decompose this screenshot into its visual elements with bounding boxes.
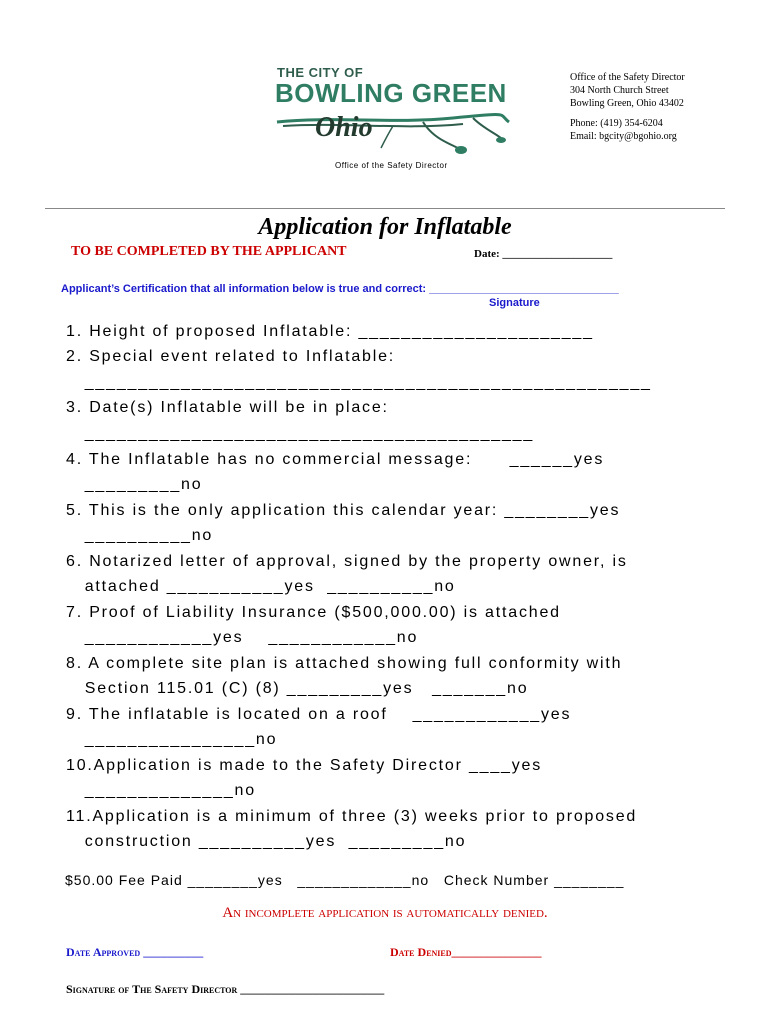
logo-caption: Office of the Safety Director: [335, 161, 448, 170]
question-2-answer-line[interactable]: _____________________________________________________: [66, 374, 652, 391]
logo-line-city-of: THE CITY OF: [277, 65, 364, 80]
address-block: [570, 71, 685, 143]
fee-paid-line[interactable]: $50.00 Fee Paid ________yes _____________no Check Number ________: [65, 872, 625, 888]
date-field[interactable]: Date: ____________________: [474, 248, 613, 260]
question-8: 8. A complete site plan is attached showing full conformity with: [66, 655, 623, 672]
question-3: 3. Date(s) Inflatable will be in place:: [66, 399, 389, 416]
director-signature-field[interactable]: Signature of The Safety Director ________________________: [66, 982, 385, 996]
header-divider: [45, 208, 725, 209]
address-email: Email: bgcity@bgohio.org: [570, 131, 677, 142]
address-city: Bowling Green, Ohio 43402: [570, 98, 684, 109]
question-10-no[interactable]: ______________no: [66, 782, 256, 799]
question-11: 11.Application is a minimum of three (3) weeks prior to proposed: [66, 808, 638, 825]
question-9[interactable]: 9. The inflatable is located on a roof ____________yes: [66, 706, 572, 723]
question-2: 2. Special event related to Inflatable:: [66, 348, 396, 365]
signature-label: Signature: [489, 297, 540, 309]
logo-line-bowling-green: BOWLING GREEN: [275, 78, 507, 108]
city-logo: [273, 62, 513, 166]
question-5-no[interactable]: __________no: [66, 527, 214, 544]
logo-vine-icon: [273, 108, 513, 166]
form-subtitle: TO BE COMPLETED BY THE APPLICANT: [71, 244, 347, 259]
date-denied-field[interactable]: Date Denied_______________: [390, 945, 542, 959]
page-title: Application for Inflatable: [258, 214, 512, 240]
question-1[interactable]: 1. Height of proposed Inflatable: ______________________: [66, 323, 594, 340]
question-6-answers[interactable]: attached ___________yes __________no: [66, 578, 456, 595]
question-7: 7. Proof of Liability Insurance ($500,000.00) is attached: [66, 604, 561, 621]
logo-line-ohio: Ohio: [315, 112, 373, 143]
question-7-answers[interactable]: ____________yes ____________no: [66, 629, 419, 646]
question-5[interactable]: 5. This is the only application this calendar year: ________yes: [66, 502, 621, 519]
question-4-no[interactable]: _________no: [66, 476, 203, 493]
question-3-answer-line[interactable]: __________________________________________: [66, 425, 535, 442]
address-office: Office of the Safety Director: [570, 72, 685, 83]
address-phone: Phone: (419) 354-6204: [570, 118, 663, 129]
address-street: 304 North Church Street: [570, 85, 669, 96]
incomplete-warning: An incomplete application is automatically denied.: [222, 905, 548, 921]
question-4[interactable]: 4. The Inflatable has no commercial message: ______yes: [66, 451, 605, 468]
question-8-answers[interactable]: Section 115.01 (C) (8) _________yes _______no: [66, 680, 529, 697]
question-6: 6. Notarized letter of approval, signed by the property owner, is: [66, 553, 628, 570]
question-11-answers[interactable]: construction __________yes _________no: [66, 833, 467, 850]
question-10[interactable]: 10.Application is made to the Safety Director ____yes: [66, 757, 543, 774]
question-9-no[interactable]: ________________no: [66, 731, 278, 748]
date-approved-field[interactable]: Date Approved __________: [66, 945, 204, 959]
applicant-certification-line[interactable]: Applicant’s Certification that all information below is true and correct: _______________________________: [61, 283, 619, 295]
